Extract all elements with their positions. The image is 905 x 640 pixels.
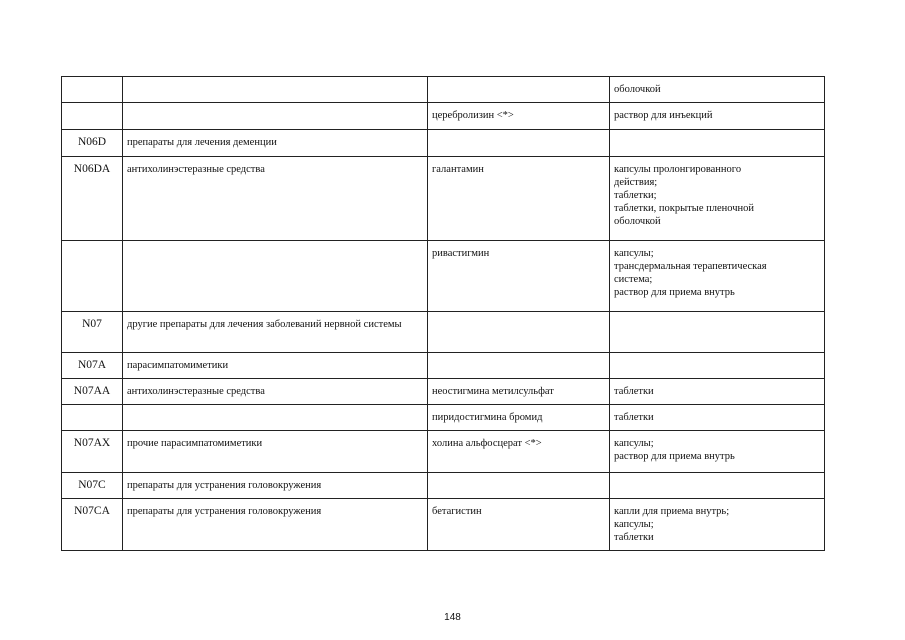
drug-name-cell: бетагистин <box>428 499 610 551</box>
drug-name-cell <box>428 312 610 353</box>
atc-code-cell: N07A <box>62 353 123 379</box>
dosage-forms-cell <box>610 473 825 499</box>
table-row <box>62 77 825 103</box>
table-row <box>62 157 825 241</box>
dosage-form-line: капсулы; <box>614 248 654 259</box>
dosage-form-line: действия; <box>614 177 658 188</box>
group-name-cell <box>123 405 428 431</box>
table-row <box>62 431 825 473</box>
dosage-forms-cell <box>610 77 825 103</box>
dosage-forms-cell <box>610 241 825 312</box>
dosage-forms-cell <box>610 130 825 157</box>
dosage-forms-cell <box>610 379 825 405</box>
group-name-cell: антихолинэстеразные средства <box>123 379 428 405</box>
table-row <box>62 353 825 379</box>
group-name-cell: препараты для устранения головокружения <box>123 499 428 551</box>
dosage-form-line: раствор для инъекций <box>614 110 713 121</box>
table-row <box>62 379 825 405</box>
drug-name-cell: ривастигмин <box>428 241 610 312</box>
dosage-forms-cell <box>610 312 825 353</box>
dosage-form-line: капсулы; <box>614 519 654 530</box>
dosage-form-line: раствор для приема внутрь <box>614 287 735 298</box>
atc-code-cell <box>62 405 123 431</box>
dosage-form-line: капсулы; <box>614 438 654 449</box>
dosage-form-line: система; <box>614 274 653 285</box>
table-row <box>62 499 825 551</box>
drug-name-cell <box>428 353 610 379</box>
atc-code-cell: N07 <box>62 312 123 353</box>
atc-code-cell <box>62 103 123 130</box>
table-row <box>62 473 825 499</box>
dosage-form-line: трансдермальная терапевтическая <box>614 261 767 272</box>
atc-code-cell <box>62 241 123 312</box>
table-row <box>62 103 825 130</box>
atc-code-cell <box>62 77 123 103</box>
drug-name-cell <box>428 77 610 103</box>
group-name-cell <box>123 241 428 312</box>
atc-code-cell: N06D <box>62 130 123 157</box>
dosage-form-line: таблетки; <box>614 190 657 201</box>
drug-name-cell: холина альфосцерат <*> <box>428 431 610 473</box>
table-row <box>62 130 825 157</box>
dosage-form-line: таблетки <box>614 532 654 543</box>
dosage-forms-cell <box>610 431 825 473</box>
group-name-cell: препараты для устранения головокружения <box>123 473 428 499</box>
dosage-form-line: капсулы пролонгированного <box>614 164 742 175</box>
atc-code-cell: N07CA <box>62 499 123 551</box>
group-name-cell <box>123 103 428 130</box>
drug-name-cell: пиридостигмина бромид <box>428 405 610 431</box>
group-name-cell <box>123 77 428 103</box>
medication-table-body <box>62 77 825 551</box>
table-row <box>62 241 825 312</box>
drug-name-cell <box>428 473 610 499</box>
drug-name-cell: неостигмина метилсульфат <box>428 379 610 405</box>
dosage-form-line: таблетки <box>614 386 654 397</box>
group-name-cell: препараты для лечения деменции <box>123 130 428 157</box>
drug-name-cell: галантамин <box>428 157 610 241</box>
atc-code-cell: N07AX <box>62 431 123 473</box>
atc-code-cell: N06DA <box>62 157 123 241</box>
group-name-cell: парасимпатомиметики <box>123 353 428 379</box>
atc-code-cell: N07AA <box>62 379 123 405</box>
atc-code-cell: N07C <box>62 473 123 499</box>
group-name-cell: антихолинэстеразные средства <box>123 157 428 241</box>
dosage-forms-cell <box>610 405 825 431</box>
dosage-form-line: оболочкой <box>614 216 661 227</box>
drug-name-cell <box>428 130 610 157</box>
medication-table <box>61 76 825 551</box>
dosage-form-line: раствор для приема внутрь <box>614 451 735 462</box>
dosage-form-line: таблетки <box>614 412 654 423</box>
group-name-cell: прочие парасимпатомиметики <box>123 431 428 473</box>
dosage-forms-cell <box>610 103 825 130</box>
table-row <box>62 405 825 431</box>
dosage-forms-cell <box>610 499 825 551</box>
page-number: 148 <box>444 612 461 623</box>
dosage-form-line: капли для приема внутрь; <box>614 506 730 517</box>
dosage-forms-cell <box>610 353 825 379</box>
table-row <box>62 312 825 353</box>
dosage-form-line: таблетки, покрытые пленочной <box>614 203 755 214</box>
drug-name-cell: церебролизин <*> <box>428 103 610 130</box>
dosage-forms-cell <box>610 157 825 241</box>
group-name-cell: другие препараты для лечения заболеваний нервной системы <box>123 312 428 353</box>
dosage-form-line: оболочкой <box>614 84 661 95</box>
